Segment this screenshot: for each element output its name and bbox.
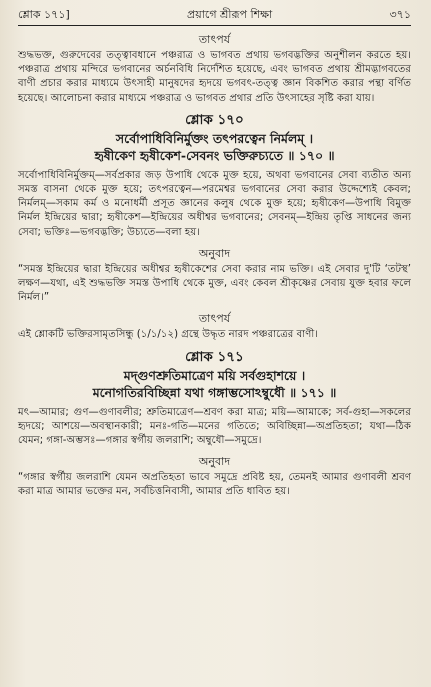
- verse-171-line-1: মদ্‌গুণশ্রুতিমাত্রেণ ময়ি সর্বগুহাশয়ে ।: [123, 367, 306, 383]
- purport-heading: তাৎপর্য: [198, 33, 231, 46]
- verse-171-line-2: মনোগতিরবিচ্ছিন্না যথা গঙ্গাম্ভসোঽম্বুধৌ ॥ ১৭১ ॥: [92, 384, 337, 400]
- translation-170-heading: অনুবাদ: [198, 246, 231, 260]
- verse-170-title: শ্লোক ১৭০: [185, 111, 244, 128]
- verse-170-synonyms: সর্বোপাধিবিনির্মুক্তম্‌—সর্বপ্রকার জড় উপাধি থেকে মুক্ত হয়ে, অথবা ভগবানের সেবা ব্যতীত অন্য সমস্ত বাসনা থেকে মুক্ত হয়ে; তৎপরত্বেন—পরমেশ্বর ভগবানের সেবা করার উদ্দেশ্যেই কেবল; নির্মলম্‌—সকাম কর্ম ও মনোধর্মী প্রসূত জ্ঞানের কলুষ থেকে মুক্ত হয়ে; হৃষীকেণ—উপাধি বিমুক্ত নির্মল ইন্দ্রিয়ের দ্বারা; হৃষীকেশ—ইন্দ্রিয়ের অধীশ্বর ভগবানের; সেবনম্‌—ইন্দ্রিয় তৃপ্তি সাধনের জন্য সেবা; ভক্তিঃ—ভগবদ্ভক্তি; উচ্যতে—বলা হয়।: [18, 169, 411, 238]
- verse-170-line-1: সর্বোপাধিবিনির্মুক্তং তৎপরত্বেন নির্মলম্‌ ।: [115, 130, 314, 146]
- purport-170-heading: তাৎপর্য: [198, 312, 231, 326]
- verse-171-title: শ্লোক ১৭১: [185, 348, 244, 365]
- translation-171-heading: অনুবাদ: [198, 455, 231, 469]
- translation-171-text: “গঙ্গার স্বর্গীয় জলরাশি যেমন অপ্রতিহতা ভাবে সমুদ্রে প্রবিষ্ট হয়, তেমনই আমার গুণাবলী শ্রবণ করা মাত্র আমার ভক্তের মন, সর্বচিত্তনিবাসী, আমার প্রতি ধাবিত হয়।: [18, 472, 411, 498]
- header-verse-ref: শ্লোক ১৭১]: [18, 8, 70, 21]
- translation-170-text: “সমস্ত ইন্দ্রিয়ের দ্বারা ইন্দ্রিয়ের অধীশ্বর হৃষীকেশের সেবা করার নাম ভক্তি। এই সেবার দু'টি ‘তটস্থ’ লক্ষণ—যথা, এই শুদ্ধভক্তি সমস্ত উপাধি থেকে মুক্ত, এবং কেবল শ্রীকৃষ্ণের সেবায় যুক্ত হবার ফলে নির্মল।”: [18, 263, 411, 304]
- purport-text: শুদ্ধভক্ত, গুরুদেবের তত্ত্বাবধানে পঞ্চরাত্র ও ভাগবত প্রথায় ভগবদ্ভক্তির অনুশীলন করতে হয়। পঞ্চরাত্র প্রথায় মন্দিরে ভগবানের অর্চনবিধি নির্দেশিত হয়েছে, এবং ভাগবত প্রথায় শ্রীমদ্ভাগবতের বাণী প্রচার করার মাধ্যমে উৎসাহী মানুষদের হৃদয়ে ভগবৎ-তত্ত্ব জ্ঞান বিকশিত করার পন্থা বর্ণিত হয়েছে। আলোচনা করার মাধ্যমে পঞ্চরাত্র ও ভাগবত প্রথার প্রতি উৎসাহের সৃষ্টি করা যায়।: [18, 50, 411, 104]
- purport-170-text: এই শ্লোকটি ভক্তিরসামৃতসিন্ধু (১/১/১২) গ্রন্থে উদ্ধৃত নারদ পঞ্চরাত্রের বাণী।: [18, 329, 318, 341]
- page-header: [18, 8, 411, 26]
- header-page-number: ৩৭১: [389, 8, 411, 21]
- verse-170-line-2: হৃষীকেণ হৃষীকেশ-সেবনং ভক্তিরুচ্যতে ॥ ১৭০ ॥: [94, 147, 335, 163]
- verse-171-synonyms: মৎ—আমার; গুণ—গুণাবলীর; শ্রুতিমাত্রেণ—শ্রবণ করা মাত্র; ময়ি—আমাকে; সর্ব-গুহা—সকলের হৃদয়ে; আশয়ে—অবস্থানকারী; মনঃ-গতি—মনের গতিতে; অবিচ্ছিন্না—অপ্রতিহতা; যথা—ঠিক যেমন; গঙ্গা-অম্ভসঃ—গঙ্গার স্বর্গীয় জলরাশি; অম্বুধৌ—সমুদ্রে।: [18, 406, 411, 447]
- header-chapter-title: প্রয়াগে শ্রীরূপ শিক্ষা: [187, 8, 273, 21]
